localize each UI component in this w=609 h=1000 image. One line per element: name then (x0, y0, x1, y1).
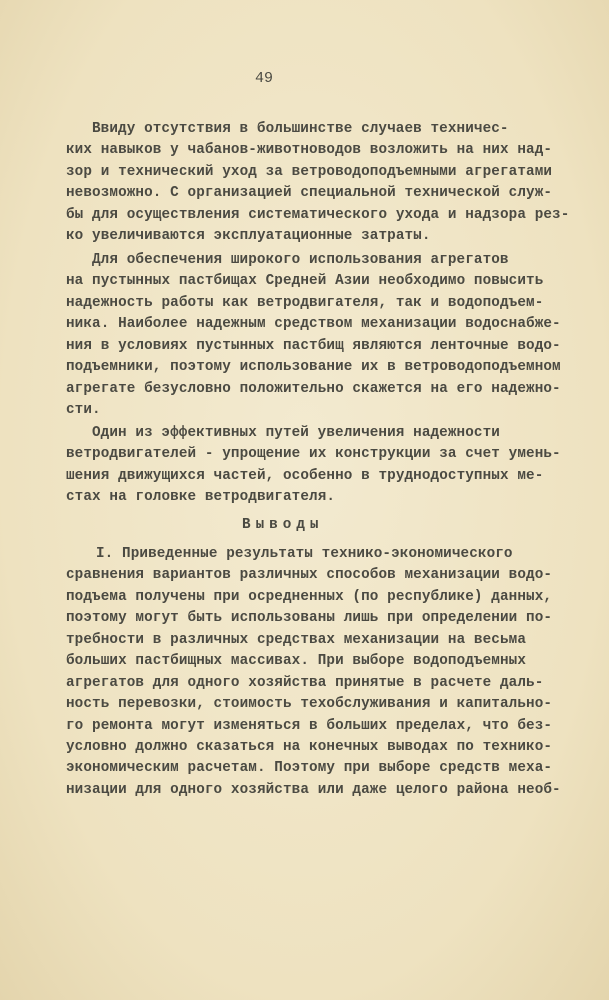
text-line: сравнения вариантов различных способов механизации водо- (66, 567, 553, 584)
text-line: Один из эффективных путей увеличения надежности (92, 425, 500, 441)
paragraph-2 (66, 250, 561, 422)
paragraph-3 (66, 423, 561, 509)
text-line: экономическим расчетам. Поэтому при выборе средств меха- (66, 760, 553, 777)
text-line: шения движущихся частей, особенно в труднодоступных ме- (66, 467, 544, 484)
text-line: невозможно. С организацией специальной технической служ- (66, 185, 553, 202)
section-heading: Выводы (242, 517, 324, 533)
text-line: подъемники, поэтому использование их в ветроводоподъемном (66, 359, 561, 376)
text-line: го ремонта могут изменяться в больших пределах, что без- (66, 717, 553, 734)
text-line: требности в различных средствах механизации на весьма (66, 631, 527, 648)
text-line: ветродвигателей - упрощение их конструкции за счет умень- (66, 446, 561, 463)
text-line: сти. (66, 402, 101, 419)
text-line: больших пастбищных массивах. При выборе водоподъемных (66, 653, 527, 670)
text-line: агрегате безусловно положительно скажется на его надежно- (66, 380, 561, 397)
paragraph-4 (66, 544, 561, 801)
text-line: Ввиду отсутствия в большинстве случаев техничес- (92, 121, 509, 137)
text-line: Для обеспечения широкого использования агрегатов (92, 252, 509, 268)
text-line: агрегатов для одного хозяйства принятые в расчете даль- (66, 674, 544, 691)
text-line: надежность работы как ветродвигателя, так и водоподъем- (66, 294, 544, 311)
text-line: зор и технический уход за ветроводоподъемными агрегатами (66, 163, 553, 180)
text-line: ность перевозки, стоимость техобслуживания и капитально- (66, 696, 553, 713)
text-line: ния в условиях пустынных пастбищ являются ленточные водо- (66, 337, 561, 354)
text-line: ника. Наиболее надежным средством механизации водоснабже- (66, 316, 561, 333)
text-line: ко увеличиваются эксплуатационные затраты. (66, 228, 431, 245)
text-line: I. Приведенные результаты технико-экономического (96, 546, 513, 562)
text-line: ких навыков у чабанов-животноводов возложить на них над- (66, 142, 553, 159)
text-line: поэтому могут быть использованы лишь при определении по- (66, 610, 553, 627)
page-number: 49 (255, 70, 274, 87)
text-line: на пустынных пастбищах Средней Азии необходимо повысить (66, 273, 544, 290)
paragraph-1 (66, 119, 570, 248)
text-line: низации для одного хозяйства или даже целого района необ- (66, 781, 561, 798)
text-line: бы для осуществления систематического ухода и надзора рез- (66, 206, 570, 223)
text-line: стах на головке ветродвигателя. (66, 489, 336, 506)
text-line: подъема получены при осредненных (по республике) данных, (66, 588, 553, 605)
text-line: условно должно сказаться на конечных выводах по технико- (66, 738, 553, 755)
